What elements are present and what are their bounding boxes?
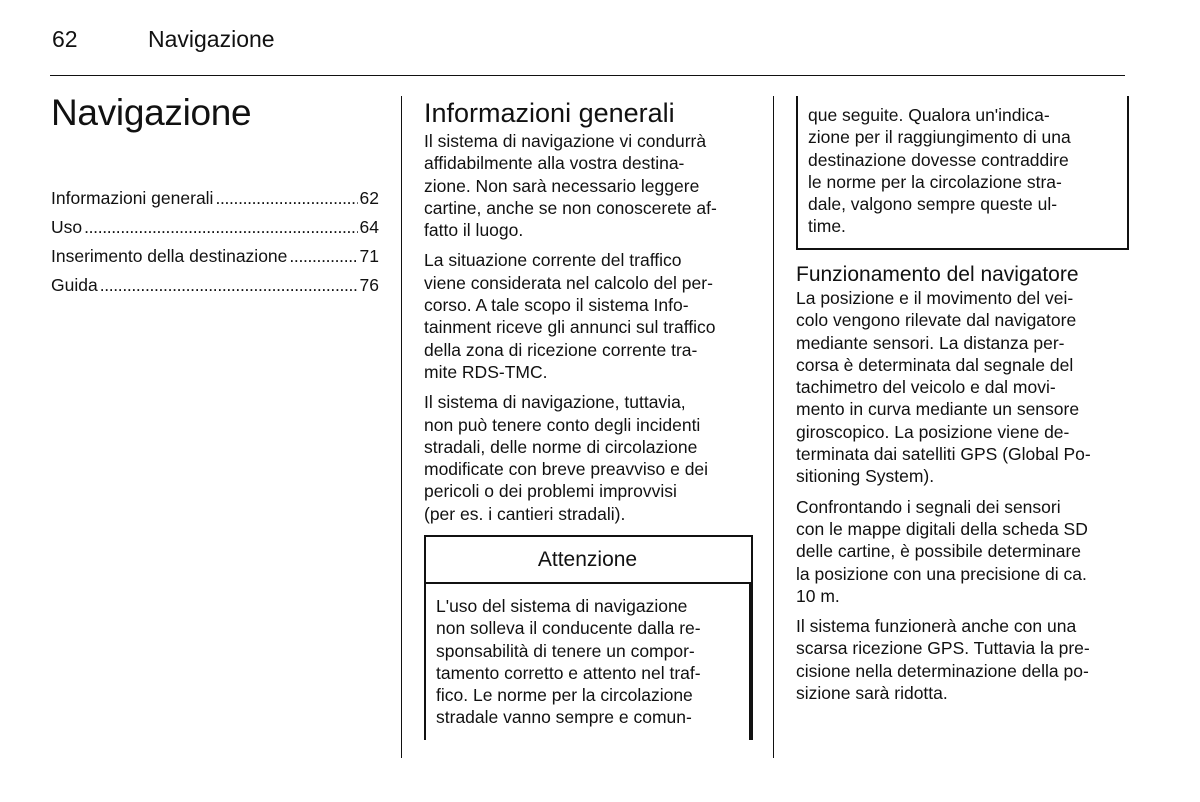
toc-entry-label: Guida — [51, 275, 98, 295]
text-line: zione. Non sarà necessario leggere — [424, 175, 700, 196]
column-divider — [773, 96, 774, 758]
text-line: zione per il raggiungimento di una — [808, 127, 1071, 148]
text-line: non solleva il conducente dalla re- — [436, 618, 701, 639]
text-line: Confrontando i segnali dei sensori — [796, 496, 1061, 517]
heading-navigator-operation: Funzionamento del navigatore — [796, 263, 1079, 286]
text-line: fico. Le norme per la circolazione — [436, 685, 693, 706]
warning-divider — [425, 582, 751, 584]
column-navigator-operation — [796, 262, 1131, 712]
text-line: le norme per la circolazione stra- — [808, 171, 1062, 192]
warning-box-cut — [424, 740, 753, 780]
text-line: delle cartine, è possibile determinare — [796, 541, 1082, 562]
toc-entry[interactable] — [51, 246, 379, 275]
warning-title: Attenzione — [537, 548, 638, 571]
text-line: terminata dai satelliti GPS (Global Po- — [796, 444, 1091, 465]
warning-text — [436, 595, 741, 729]
text-line: dale, valgono sempre queste ul- — [808, 194, 1058, 215]
text-line: Il sistema di navigazione vi condurrà — [424, 131, 707, 151]
chapter-title: Navigazione — [148, 26, 275, 52]
toc-entry[interactable] — [51, 275, 379, 304]
text-line: time. — [808, 216, 846, 237]
page-number: 62 — [52, 26, 78, 52]
paragraph — [424, 391, 764, 525]
toc-entry-label: Inserimento della destinazione — [51, 246, 288, 266]
toc-entry-label: Uso — [51, 217, 83, 237]
text-line: la posizione con una precisione di ca. — [796, 563, 1087, 584]
page-header — [52, 26, 275, 53]
text-line: La situazione corrente del traffico — [424, 250, 682, 271]
text-line: sizione sarà ridotta. — [796, 683, 948, 704]
text-line: mento in curva mediante un sensore — [796, 399, 1080, 420]
section-title: Navigazione — [51, 92, 252, 133]
text-line: stradale vanno sempre e comun- — [436, 707, 692, 728]
warning-box-side — [749, 583, 751, 740]
text-line: mediante sensori. La distanza per- — [796, 332, 1065, 353]
paragraph — [424, 130, 764, 241]
toc-entry-page: 64 — [359, 217, 379, 237]
text-line: cartine, anche se non conoscerete af- — [424, 197, 717, 218]
toc-leader-dots — [100, 275, 358, 296]
text-line: tainment riceve gli annunci sul traffico — [424, 317, 716, 338]
text-line: fatto il luogo. — [424, 220, 524, 241]
warning-box-side — [424, 583, 426, 740]
text-line: tachimetro del veicolo e dal movi- — [796, 377, 1056, 398]
text-line: cisione nella determinazione della po- — [796, 660, 1089, 681]
text-line: stradali, delle norme di circolazione — [424, 436, 698, 457]
toc-entry-page: 76 — [359, 275, 379, 295]
paragraph — [796, 287, 1131, 488]
text-line: della zona di ricezione corrente tra- — [424, 339, 698, 360]
toc-leader-dots — [289, 246, 357, 267]
column-divider — [401, 96, 402, 758]
text-line: (per es. i cantieri stradali). — [424, 503, 626, 524]
text-line: 10 m. — [796, 585, 840, 606]
paragraph — [424, 249, 764, 383]
text-line: mite RDS-TMC. — [424, 361, 548, 382]
column-general-info — [424, 96, 764, 533]
text-line: destinazione dovesse contraddire — [808, 149, 1069, 170]
text-line: La posizione e il movimento del vei- — [796, 288, 1074, 308]
text-line: modificate con breve preavviso e dei — [424, 459, 709, 480]
toc-entry[interactable] — [51, 217, 379, 246]
toc-leader-dots — [215, 188, 357, 209]
text-line: tamento corretto e attento nel traf- — [436, 662, 701, 683]
text-line: non può tenere conto degli incidenti — [424, 414, 701, 435]
table-of-contents — [51, 188, 379, 304]
text-line: affidabilmente alla vostra destina- — [424, 153, 685, 174]
text-line: Il sistema di navigazione, tuttavia, — [424, 392, 686, 413]
text-line: viene considerata nel calcolo del per- — [424, 272, 713, 293]
text-line: sitioning System). — [796, 466, 935, 487]
text-line: L'uso del sistema di navigazione — [436, 596, 688, 616]
text-line: sponsabilità di tenere un compor- — [436, 640, 695, 661]
warning-text-continued — [808, 104, 1118, 238]
text-line: con le mappe digitali della scheda SD — [796, 518, 1088, 539]
text-line: Il sistema funzionerà anche con una — [796, 616, 1077, 637]
toc-leader-dots — [84, 217, 357, 238]
text-line: colo vengono rilevate dal navigatore — [796, 310, 1077, 331]
heading-general-info: Informazioni generali — [424, 98, 675, 128]
text-line: pericoli o dei problemi improvvisi — [424, 481, 677, 502]
text-line: scarsa ricezione GPS. Tuttavia la pre- — [796, 638, 1090, 659]
toc-entry-page: 71 — [359, 246, 379, 266]
toc-entry-page: 62 — [359, 188, 379, 208]
text-line: giroscopico. La posizione viene de- — [796, 421, 1070, 442]
paragraph — [796, 496, 1131, 607]
toc-entry[interactable] — [51, 188, 379, 217]
text-line: corso. A tale scopo il sistema Info- — [424, 295, 689, 316]
text-line: corsa è determinata dal segnale del — [796, 354, 1074, 375]
toc-entry-label: Informazioni generali — [51, 188, 214, 208]
text-line: que seguite. Qualora un'indica- — [808, 105, 1050, 125]
header-rule — [50, 75, 1125, 76]
paragraph — [796, 615, 1131, 704]
